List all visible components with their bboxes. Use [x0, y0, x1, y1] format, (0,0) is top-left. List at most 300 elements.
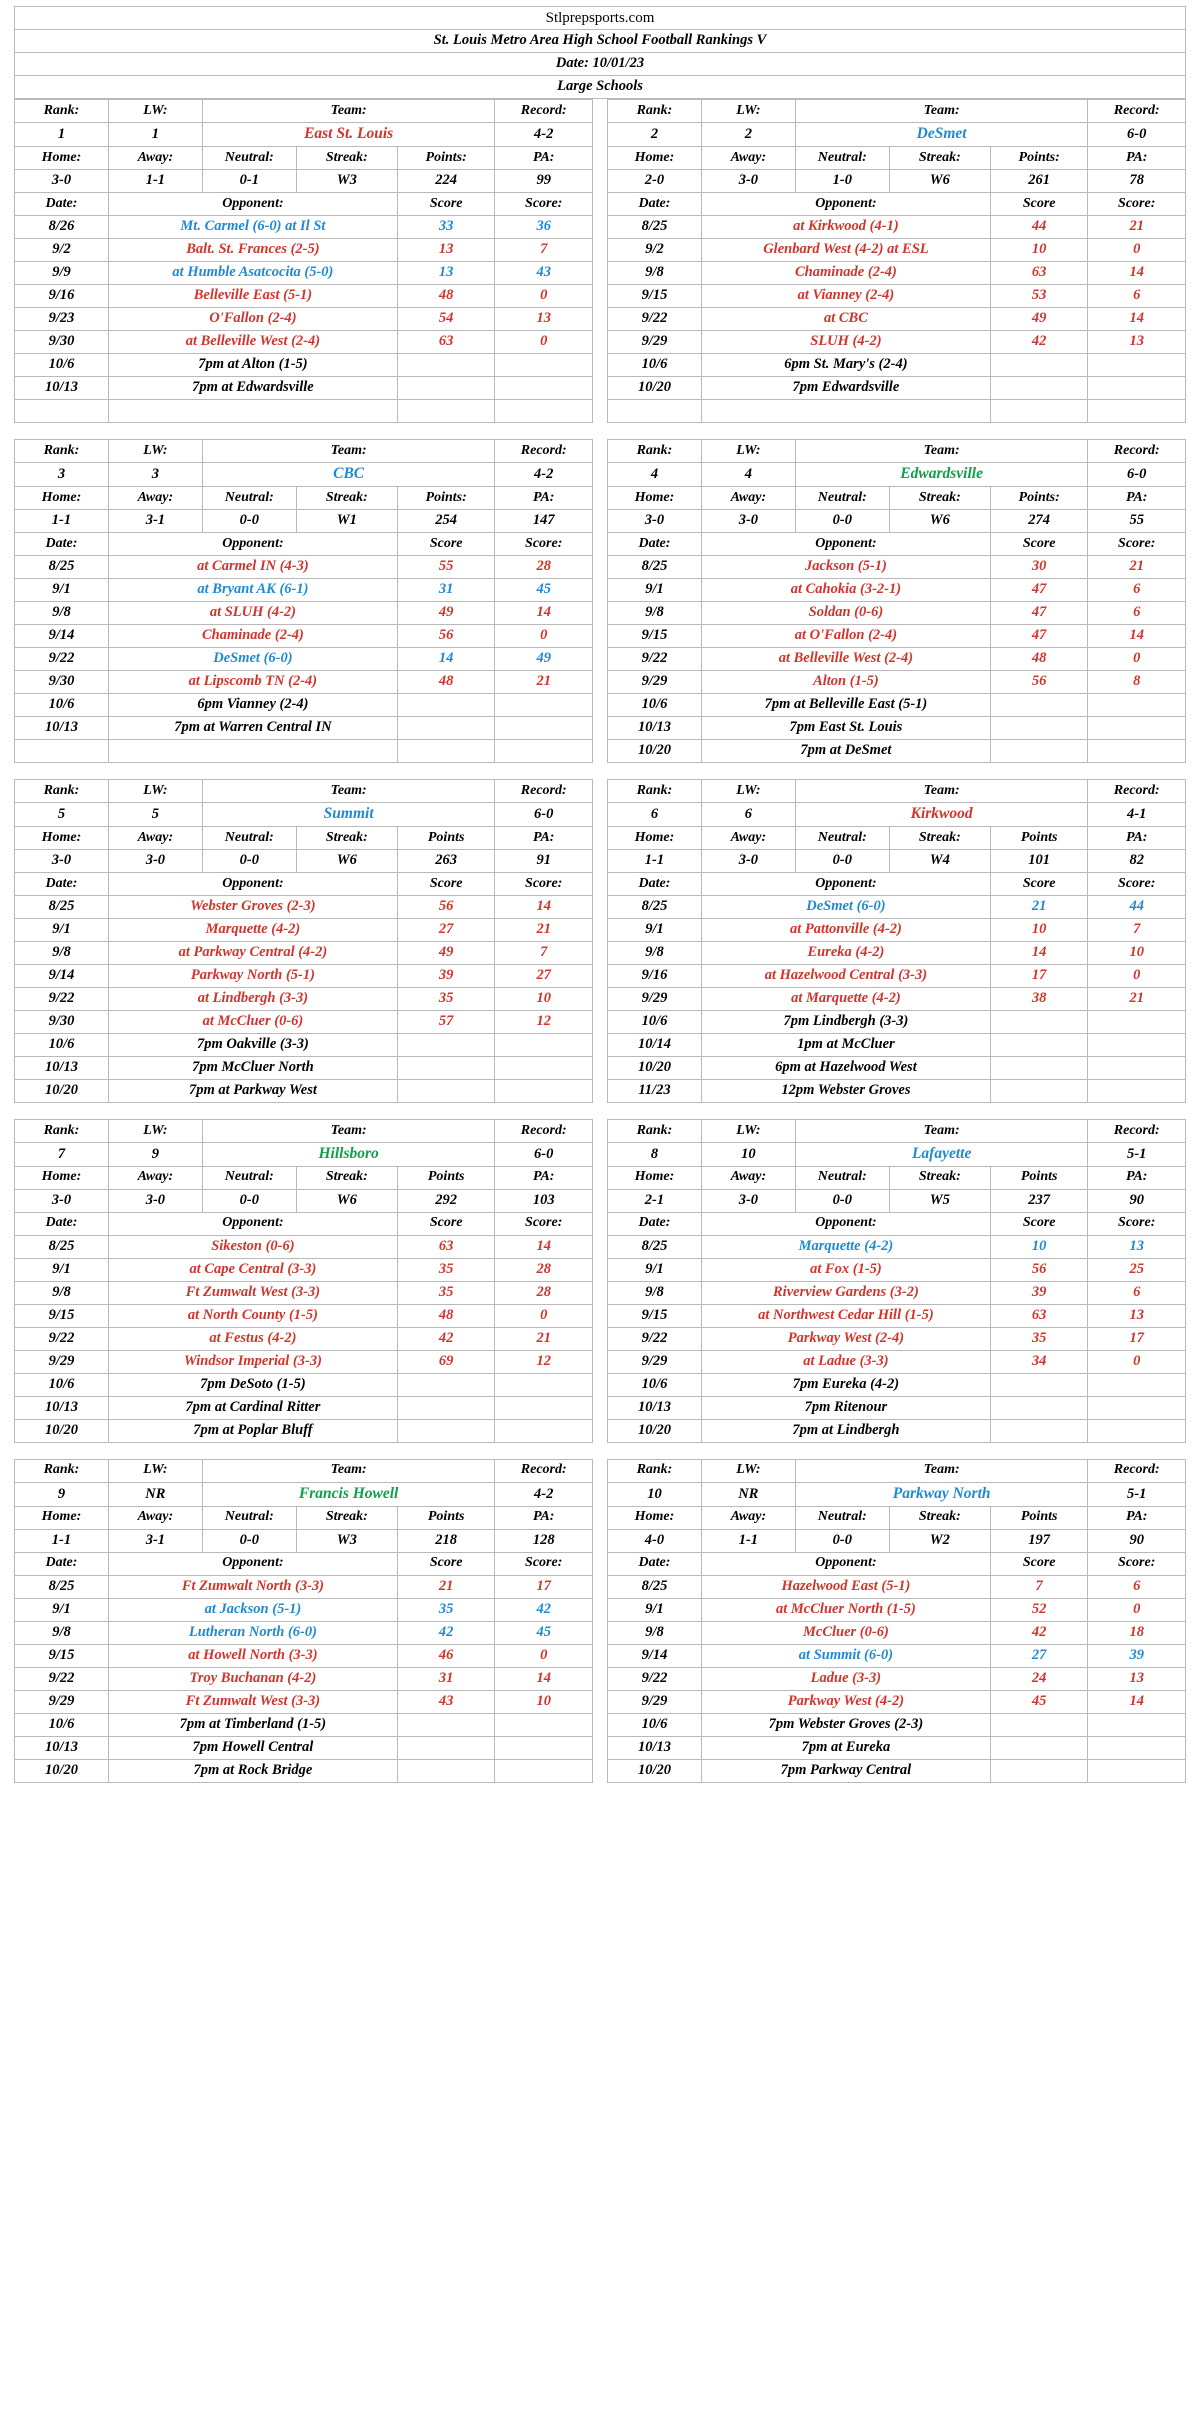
schedule-row	[608, 1575, 1186, 1598]
game-date	[15, 740, 109, 763]
card-row-spacer	[14, 1103, 1186, 1119]
game-opponent-score	[1088, 1759, 1186, 1782]
game-opponent: 6pm St. Mary's (2-4)	[701, 354, 990, 377]
team-card	[14, 99, 593, 423]
schedule-row	[15, 1034, 593, 1057]
game-score	[990, 1713, 1088, 1736]
team-label: Team:	[202, 1459, 495, 1482]
game-opponent: 7pm at Poplar Bluff	[108, 1419, 397, 1442]
oppscore-column-label: Score:	[495, 193, 593, 216]
game-opponent: Ft Zumwalt West (3-3)	[108, 1281, 397, 1304]
date-column-label: Date:	[608, 193, 702, 216]
pa-value: 147	[495, 510, 593, 533]
game-opponent: 7pm Edwardsville	[701, 377, 990, 400]
game-opponent-score: 13	[1088, 1304, 1186, 1327]
game-opponent: Soldan (0-6)	[701, 602, 990, 625]
streak-label: Streak:	[889, 147, 990, 170]
game-opponent: at Howell North (3-3)	[108, 1644, 397, 1667]
game-opponent-score: 21	[1088, 988, 1186, 1011]
game-opponent: Parkway North (5-1)	[108, 965, 397, 988]
page-date: Date: 10/01/23	[15, 53, 1186, 76]
game-opponent-score: 13	[1088, 331, 1186, 354]
schedule-header	[15, 1212, 593, 1235]
splits-values	[608, 850, 1186, 873]
game-opponent: Balt. St. Frances (2-5)	[108, 239, 397, 262]
game-opponent-score: 45	[495, 579, 593, 602]
game-date: 9/8	[608, 262, 702, 285]
splits-labels	[608, 827, 1186, 850]
game-opponent-score	[495, 1736, 593, 1759]
team-name[interactable]: Edwardsville	[795, 463, 1088, 487]
schedule-row	[15, 285, 593, 308]
schedule-row	[608, 331, 1186, 354]
game-opponent: Windsor Imperial (3-3)	[108, 1350, 397, 1373]
game-date: 10/6	[608, 1713, 702, 1736]
game-opponent: Ladue (3-3)	[701, 1667, 990, 1690]
game-opponent: at SLUH (4-2)	[108, 602, 397, 625]
game-opponent-score: 13	[1088, 1235, 1186, 1258]
game-score	[990, 1419, 1088, 1442]
schedule-row	[15, 671, 593, 694]
game-opponent: at CBC	[701, 308, 990, 331]
card-row-spacer	[14, 763, 1186, 779]
card-header-labels	[15, 1120, 593, 1143]
streak-label: Streak:	[889, 487, 990, 510]
schedule-header	[15, 873, 593, 896]
neutral-value: 0-0	[202, 1189, 296, 1212]
schedule-row	[15, 1373, 593, 1396]
oppscore-column-label: Score:	[1088, 193, 1186, 216]
game-score	[990, 354, 1088, 377]
team-cards-container	[14, 99, 1186, 1799]
game-opponent-score	[1088, 1057, 1186, 1080]
rank-value: 9	[15, 1482, 109, 1506]
schedule-row	[15, 1258, 593, 1281]
game-opponent: at Hazelwood Central (3-3)	[701, 965, 990, 988]
game-opponent-score: 14	[495, 602, 593, 625]
away-value: 3-0	[701, 850, 795, 873]
streak-label: Streak:	[889, 827, 990, 850]
away-value: 3-0	[701, 510, 795, 533]
points-value: 224	[397, 170, 495, 193]
game-opponent: 12pm Webster Groves	[701, 1080, 990, 1103]
game-score: 10	[990, 239, 1088, 262]
schedule-row	[608, 942, 1186, 965]
game-date: 9/29	[15, 1350, 109, 1373]
game-opponent-score	[495, 1373, 593, 1396]
pa-label: PA:	[495, 1166, 593, 1189]
streak-label: Streak:	[296, 1506, 397, 1529]
game-opponent: at Fox (1-5)	[701, 1258, 990, 1281]
game-date: 9/14	[15, 625, 109, 648]
game-score: 56	[990, 1258, 1088, 1281]
schedule-row	[608, 377, 1186, 400]
schedule-row	[15, 896, 593, 919]
record-value: 6-0	[495, 803, 593, 827]
game-date: 9/8	[15, 942, 109, 965]
game-opponent-score: 21	[1088, 556, 1186, 579]
neutral-value: 0-0	[795, 1529, 889, 1552]
game-score: 14	[397, 648, 495, 671]
points-value: 292	[397, 1189, 495, 1212]
rank-value: 10	[608, 1482, 702, 1506]
game-score: 30	[990, 556, 1088, 579]
game-score	[397, 1373, 495, 1396]
away-label: Away:	[108, 1506, 202, 1529]
schedule-row	[15, 919, 593, 942]
points-value: 218	[397, 1529, 495, 1552]
game-date: 9/29	[608, 331, 702, 354]
game-date: 9/22	[608, 308, 702, 331]
team-name[interactable]: DeSmet	[795, 123, 1088, 147]
rank-value: 5	[15, 803, 109, 827]
game-score: 24	[990, 1667, 1088, 1690]
rank-value: 8	[608, 1143, 702, 1167]
schedule-header	[15, 533, 593, 556]
game-opponent-score: 0	[1088, 648, 1186, 671]
away-value: 3-1	[108, 1529, 202, 1552]
game-score: 34	[990, 1350, 1088, 1373]
header-row-site	[15, 7, 1186, 30]
schedule-row	[15, 1736, 593, 1759]
game-opponent-score	[1088, 377, 1186, 400]
game-score	[397, 1419, 495, 1442]
game-score	[990, 694, 1088, 717]
record-value: 6-0	[1088, 463, 1186, 487]
game-opponent: at Cape Central (3-3)	[108, 1258, 397, 1281]
rank-label: Rank:	[608, 440, 702, 463]
game-score: 42	[397, 1327, 495, 1350]
home-label: Home:	[608, 487, 702, 510]
game-score: 7	[990, 1575, 1088, 1598]
game-date: 9/1	[15, 579, 109, 602]
team-name[interactable]: CBC	[202, 463, 495, 487]
points-value: 263	[397, 850, 495, 873]
game-opponent: at Festus (4-2)	[108, 1327, 397, 1350]
game-date: 9/1	[15, 1258, 109, 1281]
schedule-row	[608, 896, 1186, 919]
team-card-row	[14, 1119, 1186, 1443]
date-column-label: Date:	[608, 1552, 702, 1575]
card-row-spacer	[14, 1783, 1186, 1799]
game-score: 49	[397, 602, 495, 625]
away-value: 3-1	[108, 510, 202, 533]
team-name[interactable]: Parkway North	[795, 1482, 1088, 1506]
game-score	[397, 1736, 495, 1759]
points-value: 274	[990, 510, 1088, 533]
game-opponent-score: 44	[1088, 896, 1186, 919]
schedule-row	[15, 1644, 593, 1667]
rank-label: Rank:	[608, 1459, 702, 1482]
game-opponent-score	[495, 717, 593, 740]
game-opponent: 7pm at Cardinal Ritter	[108, 1396, 397, 1419]
streak-label: Streak:	[889, 1166, 990, 1189]
schedule-row	[608, 1736, 1186, 1759]
game-opponent: at Summit (6-0)	[701, 1644, 990, 1667]
game-date: 10/13	[15, 1057, 109, 1080]
game-opponent-score	[1088, 354, 1186, 377]
game-score: 48	[397, 671, 495, 694]
game-score	[990, 377, 1088, 400]
team-card-cell-left	[14, 99, 593, 423]
team-card	[607, 439, 1186, 763]
schedule-row	[608, 988, 1186, 1011]
record-value: 4-2	[495, 1482, 593, 1506]
team-label: Team:	[795, 1120, 1088, 1143]
away-value: 3-0	[108, 1189, 202, 1212]
column-gap	[593, 1119, 607, 1443]
game-score: 47	[990, 602, 1088, 625]
points-label: Points	[990, 1166, 1088, 1189]
game-score: 13	[397, 239, 495, 262]
record-label: Record:	[495, 1120, 593, 1143]
schedule-row	[15, 216, 593, 239]
away-label: Away:	[108, 487, 202, 510]
home-value: 3-0	[608, 510, 702, 533]
points-label: Points:	[990, 487, 1088, 510]
game-score	[990, 1373, 1088, 1396]
streak-label: Streak:	[296, 147, 397, 170]
schedule-row	[608, 919, 1186, 942]
date-column-label: Date:	[15, 533, 109, 556]
streak-value: W6	[296, 1189, 397, 1212]
game-opponent-score: 10	[495, 1690, 593, 1713]
column-gap	[593, 779, 607, 1103]
points-label: Points:	[397, 487, 495, 510]
record-label: Record:	[1088, 100, 1186, 123]
game-date: 9/14	[608, 1644, 702, 1667]
game-opponent: 7pm at DeSmet	[701, 740, 990, 763]
game-opponent-score: 14	[1088, 625, 1186, 648]
game-score: 48	[397, 1304, 495, 1327]
game-date: 9/8	[608, 1621, 702, 1644]
neutral-value: 0-0	[795, 510, 889, 533]
schedule-row	[608, 1598, 1186, 1621]
game-date: 9/9	[15, 262, 109, 285]
schedule-row	[608, 671, 1186, 694]
game-opponent-score: 28	[495, 556, 593, 579]
team-name[interactable]: East St. Louis	[202, 123, 495, 147]
schedule-row	[15, 1011, 593, 1034]
date-column-label: Date:	[608, 1212, 702, 1235]
lw-label: LW:	[701, 1459, 795, 1482]
schedule-row	[608, 308, 1186, 331]
game-opponent-score	[495, 1713, 593, 1736]
game-score	[397, 1759, 495, 1782]
schedule-row	[15, 740, 593, 763]
game-score: 48	[990, 648, 1088, 671]
game-date: 10/20	[608, 1057, 702, 1080]
game-date: 8/25	[15, 896, 109, 919]
game-opponent-score	[1088, 400, 1186, 423]
streak-value: W6	[889, 170, 990, 193]
game-date: 9/2	[608, 239, 702, 262]
card-header-labels	[15, 440, 593, 463]
game-score: 10	[990, 919, 1088, 942]
pa-label: PA:	[495, 487, 593, 510]
splits-values	[608, 170, 1186, 193]
game-score: 48	[397, 285, 495, 308]
game-opponent: Mt. Carmel (6-0) at Il St	[108, 216, 397, 239]
splits-values	[15, 170, 593, 193]
lw-label: LW:	[108, 100, 202, 123]
game-date: 10/20	[15, 1419, 109, 1442]
game-opponent-score: 25	[1088, 1258, 1186, 1281]
opponent-column-label: Opponent:	[701, 1212, 990, 1235]
home-value: 3-0	[15, 850, 109, 873]
game-score: 27	[397, 919, 495, 942]
game-score: 31	[397, 1667, 495, 1690]
game-score: 35	[397, 1598, 495, 1621]
rank-value: 1	[15, 123, 109, 147]
schedule-row	[15, 1304, 593, 1327]
card-row-spacer	[14, 1443, 1186, 1459]
game-opponent-score	[1088, 1419, 1186, 1442]
game-opponent: at O'Fallon (2-4)	[701, 625, 990, 648]
game-opponent-score: 0	[1088, 1350, 1186, 1373]
game-opponent-score: 28	[495, 1281, 593, 1304]
schedule-header	[15, 193, 593, 216]
schedule-row	[608, 1235, 1186, 1258]
team-name[interactable]: Hillsboro	[202, 1143, 495, 1167]
game-opponent-score: 21	[495, 919, 593, 942]
schedule-row	[15, 1327, 593, 1350]
game-opponent-score: 36	[495, 216, 593, 239]
game-date: 9/16	[15, 285, 109, 308]
game-opponent: Hazelwood East (5-1)	[701, 1575, 990, 1598]
schedule-row	[15, 1598, 593, 1621]
game-score	[990, 1011, 1088, 1034]
game-opponent-score: 17	[495, 1575, 593, 1598]
home-label: Home:	[608, 1506, 702, 1529]
game-opponent-score: 13	[1088, 1667, 1186, 1690]
site-name: Stlprepsports.com	[15, 7, 1186, 30]
schedule-row	[15, 1057, 593, 1080]
points-label: Points	[397, 1166, 495, 1189]
away-value: 1-1	[108, 170, 202, 193]
game-opponent-score: 6	[1088, 1281, 1186, 1304]
game-opponent-score	[495, 1759, 593, 1782]
home-label: Home:	[15, 1506, 109, 1529]
date-column-label: Date:	[15, 193, 109, 216]
game-date: 10/6	[608, 1011, 702, 1034]
game-opponent-score: 28	[495, 1258, 593, 1281]
schedule-row	[608, 965, 1186, 988]
team-label: Team:	[795, 780, 1088, 803]
game-opponent-score: 0	[1088, 239, 1186, 262]
game-score: 13	[397, 262, 495, 285]
schedule-row	[15, 1713, 593, 1736]
opponent-column-label: Opponent:	[108, 193, 397, 216]
game-score: 42	[990, 331, 1088, 354]
schedule-row	[608, 1350, 1186, 1373]
splits-values	[15, 1529, 593, 1552]
streak-label: Streak:	[296, 487, 397, 510]
schedule-header	[608, 873, 1186, 896]
game-opponent-score: 8	[1088, 671, 1186, 694]
home-value: 2-0	[608, 170, 702, 193]
card-header-values	[15, 803, 593, 827]
schedule-row	[608, 579, 1186, 602]
streak-value: W4	[889, 850, 990, 873]
game-opponent: 7pm Ritenour	[701, 1396, 990, 1419]
game-score: 31	[397, 579, 495, 602]
team-card	[607, 1119, 1186, 1443]
schedule-header	[608, 533, 1186, 556]
team-label: Team:	[795, 440, 1088, 463]
rank-value: 3	[15, 463, 109, 487]
game-opponent-score: 14	[1088, 308, 1186, 331]
home-value: 2-1	[608, 1189, 702, 1212]
schedule-row	[608, 1258, 1186, 1281]
game-opponent-score	[495, 400, 593, 423]
game-score: 42	[397, 1621, 495, 1644]
game-score: 56	[990, 671, 1088, 694]
game-opponent-score: 13	[495, 308, 593, 331]
splits-values	[608, 510, 1186, 533]
card-header-values	[608, 1482, 1186, 1506]
header-row-title	[15, 30, 1186, 53]
rank-label: Rank:	[15, 780, 109, 803]
division-label: Large Schools	[15, 76, 1186, 99]
team-name[interactable]: Lafayette	[795, 1143, 1088, 1167]
game-opponent: 7pm at Parkway West	[108, 1080, 397, 1103]
team-name[interactable]: Francis Howell	[202, 1482, 495, 1506]
lw-value: 10	[701, 1143, 795, 1167]
team-name[interactable]: Kirkwood	[795, 803, 1088, 827]
game-opponent-score: 12	[495, 1350, 593, 1373]
neutral-value: 1-0	[795, 170, 889, 193]
game-date: 9/29	[608, 988, 702, 1011]
record-value: 4-2	[495, 123, 593, 147]
neutral-label: Neutral:	[202, 827, 296, 850]
game-opponent-score: 6	[1088, 1575, 1186, 1598]
schedule-row	[608, 740, 1186, 763]
game-score	[990, 1759, 1088, 1782]
schedule-row	[608, 1713, 1186, 1736]
game-date: 9/2	[15, 239, 109, 262]
streak-label: Streak:	[296, 1166, 397, 1189]
game-score: 47	[990, 579, 1088, 602]
team-name[interactable]: Summit	[202, 803, 495, 827]
schedule-row	[608, 354, 1186, 377]
game-date: 10/6	[608, 354, 702, 377]
game-opponent-score: 14	[495, 1235, 593, 1258]
record-label: Record:	[495, 100, 593, 123]
game-date: 10/6	[15, 1713, 109, 1736]
splits-labels	[608, 487, 1186, 510]
schedule-row	[15, 1759, 593, 1782]
schedule-row	[608, 648, 1186, 671]
game-date: 9/16	[608, 965, 702, 988]
points-value: 101	[990, 850, 1088, 873]
game-date: 9/15	[608, 625, 702, 648]
game-score: 35	[397, 1258, 495, 1281]
schedule-row	[608, 216, 1186, 239]
game-score: 27	[990, 1644, 1088, 1667]
game-opponent-score	[1088, 740, 1186, 763]
streak-value: W3	[296, 170, 397, 193]
game-opponent: Ft Zumwalt North (3-3)	[108, 1575, 397, 1598]
card-header-labels	[608, 100, 1186, 123]
neutral-label: Neutral:	[202, 147, 296, 170]
game-opponent-score: 17	[1088, 1327, 1186, 1350]
home-value: 3-0	[15, 170, 109, 193]
game-opponent-score: 14	[1088, 1690, 1186, 1713]
game-score	[990, 1736, 1088, 1759]
game-opponent: at McCluer (0-6)	[108, 1011, 397, 1034]
game-date: 10/20	[608, 1419, 702, 1442]
